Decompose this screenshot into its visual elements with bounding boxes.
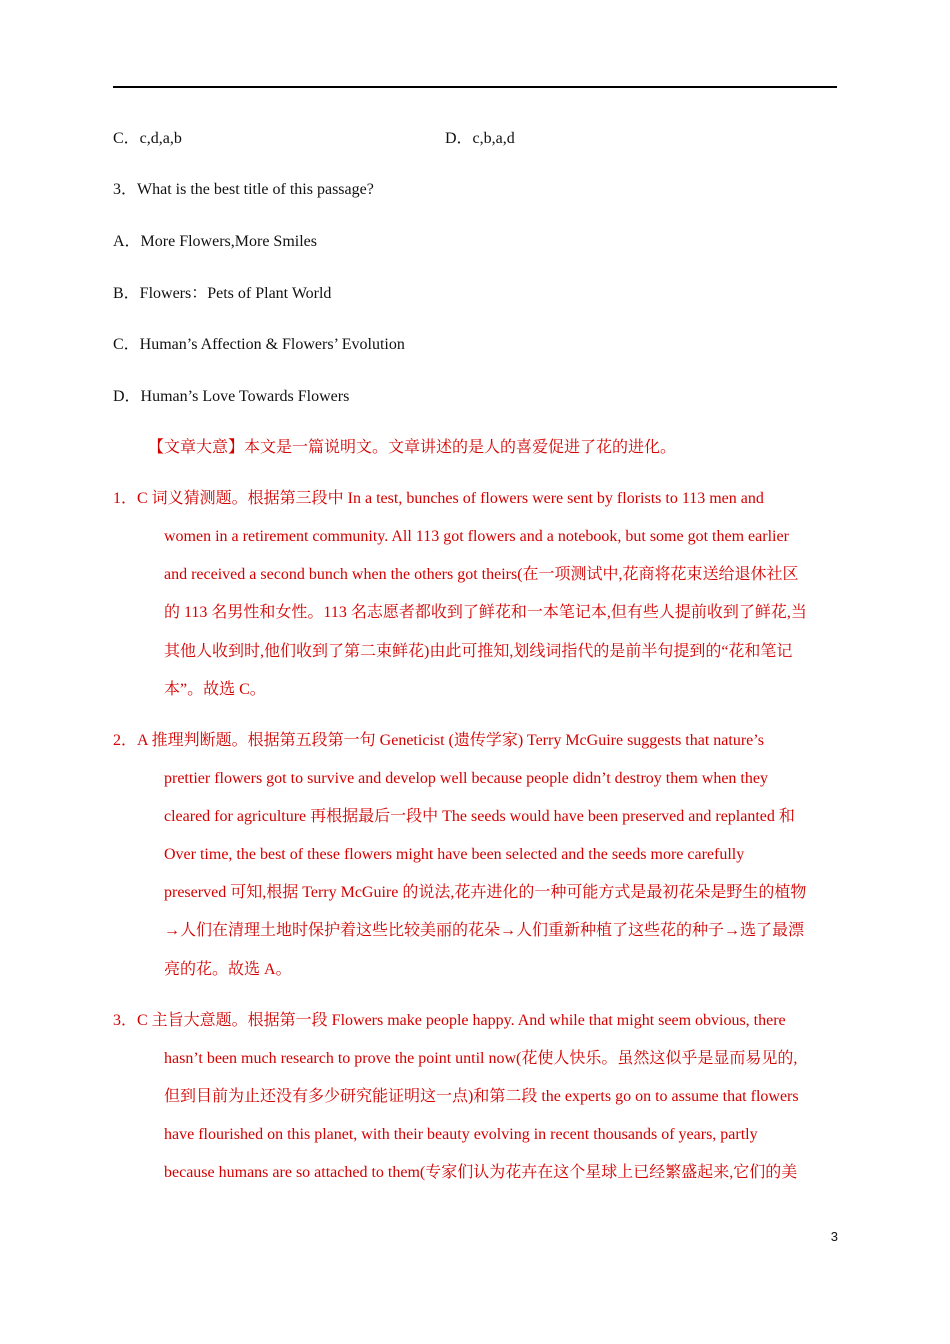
answer-1-line: 的 113 名男性和女性。113 名志愿者都收到了鲜花和一本笔记本,但有些人提前收到了鲜花,当: [164, 604, 807, 621]
answer-2-line: cleared for agriculture 再根据最后一段中 The seeds would have been preserved and replanted 和: [164, 808, 795, 825]
answer-3-line: have flourished on this planet, with their beauty evolving in recent thousands of years, partly: [164, 1126, 758, 1143]
answer-1-line: women in a retirement community. All 113 got flowers and a notebook, but some got them earlier: [164, 528, 789, 545]
question-3-option-d: D．Human’s Love Towards Flowers: [113, 388, 350, 405]
question-3-stem: 3．What is the best title of this passage?: [113, 181, 374, 198]
answer-1-line: 本”。故选 C。: [164, 681, 266, 698]
question-3-option-c: C．Human’s Affection & Flowers’ Evolution: [113, 336, 405, 353]
answer-2-line: 2．A 推理判断题。根据第五段第一句 Geneticist (遗传学家) Terry McGuire suggests that nature’s: [113, 732, 764, 749]
passage-summary: 【文章大意】本文是一篇说明文。文章讲述的是人的喜爱促进了花的进化。: [148, 439, 677, 456]
answer-3-line: 3．C 主旨大意题。根据第一段 Flowers make people happy. And while that might seem obvious, there: [113, 1012, 786, 1029]
question-3-option-b: B．Flowers：Pets of Plant World: [113, 285, 332, 302]
answer-1-line: and received a second bunch when the others got theirs(在一项测试中,花商将花束送给退休社区: [164, 566, 799, 583]
option-c-q2: C．c,d,a,b: [113, 130, 182, 147]
answer-2-line: 亮的花。故选 A。: [164, 961, 292, 978]
answer-2-line: preserved 可知,根据 Terry McGuire 的说法,花卉进化的一种可能方式是最初花朵是野生的植物: [164, 884, 807, 901]
page-number: 3: [830, 1229, 838, 1244]
answer-3-line: because humans are so attached to them(专家们认为花卉在这个星球上已经繁盛起来,它们的美: [164, 1164, 798, 1181]
answer-1-line: 1．C 词义猜测题。根据第三段中 In a test, bunches of flowers were sent by florists to 113 men and: [113, 490, 764, 507]
answer-3-line: hasn’t been much research to prove the point until now(花使人快乐。虽然这似乎是显而易见的,: [164, 1050, 798, 1067]
option-d-q2: D．c,b,a,d: [445, 130, 515, 147]
answer-1-line: 其他人收到时,他们收到了第二束鲜花)由此可推知,划线词指代的是前半句提到的“花和笔记: [164, 643, 793, 660]
answer-2-line: →人们在清理土地时保护着这些比较美丽的花朵→人们重新种植了这些花的种子→选了最漂: [164, 922, 805, 939]
answer-2-line: Over time, the best of these flowers might have been selected and the seeds more carefully: [164, 846, 745, 863]
answer-3-line: 但到目前为止还没有多少研究能证明这一点)和第二段 the experts go on to assume that flowers: [164, 1088, 799, 1105]
header-rule: [113, 86, 837, 88]
question-3-option-a: A．More Flowers,More Smiles: [113, 233, 317, 250]
answer-2-line: prettier flowers got to survive and develop well because people didn’t destroy them when they: [164, 770, 768, 787]
